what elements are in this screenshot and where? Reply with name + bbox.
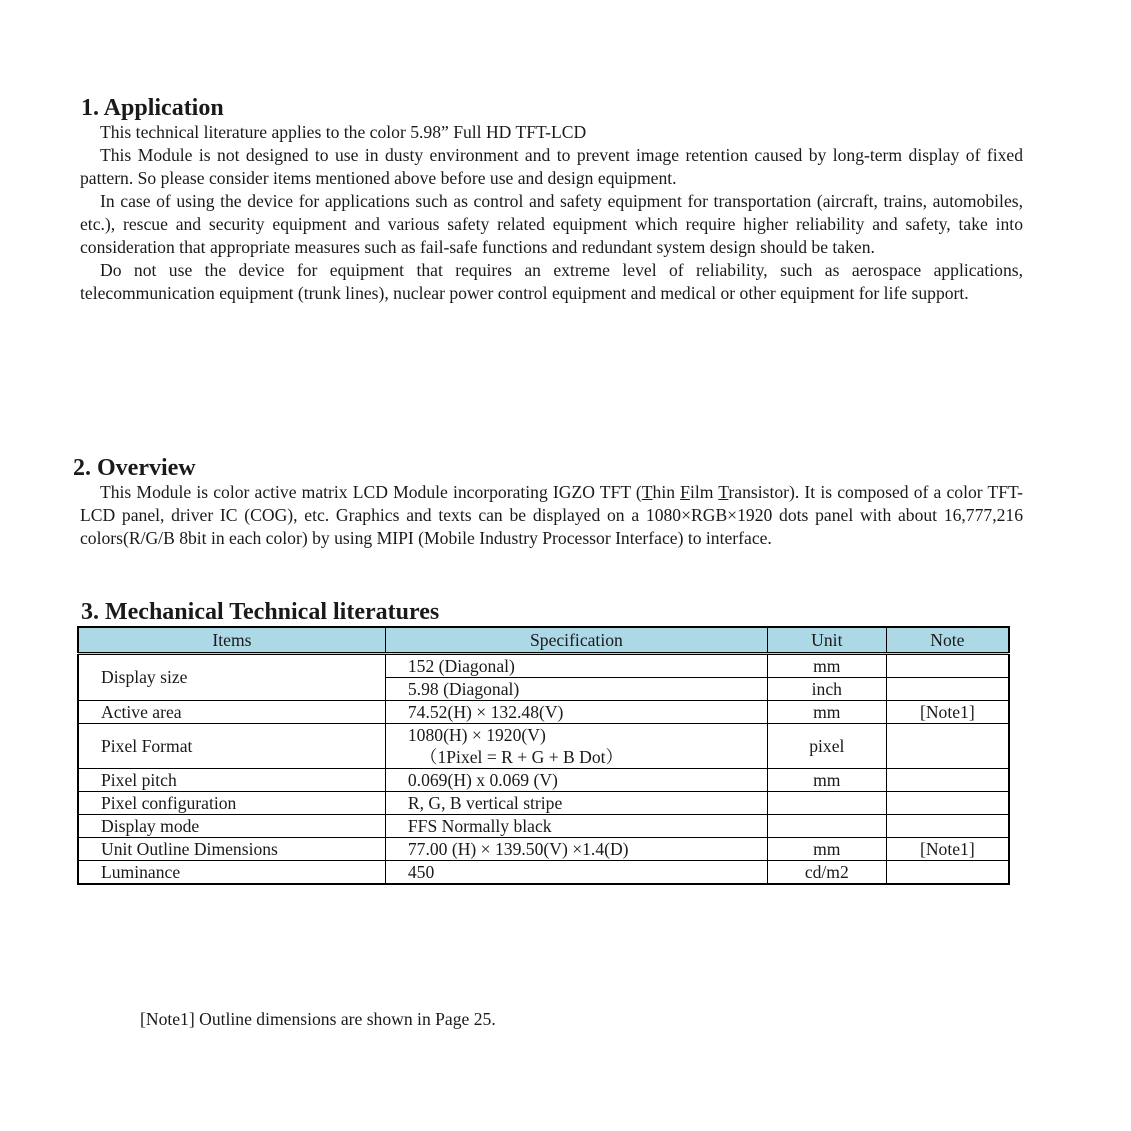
transistor-rest: ransistor (728, 482, 789, 502)
unit-luminance: cd/m2 (767, 861, 886, 885)
unit-display-mode (767, 815, 886, 838)
table-row (78, 654, 1009, 678)
item-display-mode: Display mode (78, 815, 385, 838)
header-specification: Specification (385, 627, 767, 654)
spec-display-mode: FFS Normally black (385, 815, 767, 838)
unit-display-size-mm: mm (767, 654, 886, 678)
thin-initial: T (641, 482, 653, 502)
item-unit-outline: Unit Outline Dimensions (78, 838, 385, 861)
application-paragraph-3: In case of using the device for applications such as control and safety equipment for transportation (aircraft, trains, automobiles, etc.), rescue and security equipment and various safety related equipment which require higher reliability and safety, take into consideration that appropriate measures such as fail-safe functions and redundant system design should be taken. (80, 191, 1023, 257)
table-header-row (78, 627, 1009, 654)
spec-pixel-format-line1: 1080(H) × 1920(V) (407, 725, 546, 745)
film-initial: F (680, 482, 690, 502)
spec-display-size-mm: 152 (Diagonal) (385, 654, 767, 678)
note-display-mode (886, 815, 1009, 838)
overview-text-start: This Module is color active matrix LCD Module incorporating IGZO TFT ( (100, 482, 642, 502)
footnote: [Note1] Outline dimensions are shown in Page 25. (140, 1009, 496, 1029)
section-2-heading: 2. Overview (73, 455, 196, 481)
application-section (80, 121, 1023, 305)
note-luminance (886, 861, 1009, 885)
thin-rest: hin (652, 482, 681, 502)
spec-pixel-format (385, 724, 767, 769)
item-active-area: Active area (78, 701, 385, 724)
unit-pixel-format: pixel (767, 724, 886, 769)
item-luminance: Luminance (78, 861, 385, 885)
spec-pixel-pitch: 0.069(H) x 0.069 (V) (385, 769, 767, 792)
unit-pixel-configuration (767, 792, 886, 815)
table-row (78, 769, 1009, 792)
spec-luminance: 450 (385, 861, 767, 885)
overview-text-end: ). It is composed of a color TFT-LCD panel, driver IC (COG), etc. Graphics and texts can be displayed on a 1080×RGB×1920 dots panel with about 16,777,216 colors(R/G/B 8bit in each color) by using MIPI (Mobile Industry Processor Interface) to interface. (80, 482, 1023, 548)
transistor-initial: T (718, 482, 729, 502)
unit-pixel-pitch: mm (767, 769, 886, 792)
header-items: Items (78, 627, 385, 654)
spec-pixel-configuration: R, G, B vertical stripe (385, 792, 767, 815)
note-pixel-configuration (886, 792, 1009, 815)
overview-section (80, 481, 1023, 550)
note-unit-outline: [Note1] (886, 838, 1009, 861)
note-display-size-mm (886, 654, 1009, 678)
mechanical-spec-table (77, 626, 1010, 885)
spec-active-area: 74.52(H) × 132.48(V) (385, 701, 767, 724)
note-pixel-pitch (886, 769, 1009, 792)
unit-display-size-inch: inch (767, 678, 886, 701)
table-row (78, 815, 1009, 838)
table-row (78, 861, 1009, 885)
item-pixel-pitch: Pixel pitch (78, 769, 385, 792)
application-paragraph-4: Do not use the device for equipment that requires an extreme level of reliability, such as aerospace applications, telecommunication equipment (trunk lines), nuclear power control equipment and medical or other equipment for life support. (80, 260, 1023, 303)
section-3-heading: 3. Mechanical Technical literatures (81, 599, 440, 625)
unit-active-area: mm (767, 701, 886, 724)
header-note: Note (886, 627, 1009, 654)
section-1-heading: 1. Application (81, 95, 224, 121)
note-display-size-inch (886, 678, 1009, 701)
application-paragraph-1: This technical literature applies to the color 5.98” Full HD TFT-LCD (100, 122, 587, 142)
application-paragraph-2: This Module is not designed to use in dusty environment and to prevent image retention caused by long-term display of fixed pattern. So please consider items mentioned above before use and design equipment. (80, 145, 1023, 188)
item-pixel-format: Pixel Format (78, 724, 385, 769)
note-active-area: [Note1] (886, 701, 1009, 724)
item-pixel-configuration: Pixel configuration (78, 792, 385, 815)
spec-pixel-format-line2: （1Pixel = R + G + B Dot） (419, 747, 624, 767)
spec-display-size-inch: 5.98 (Diagonal) (385, 678, 767, 701)
overview-paragraph (80, 481, 1023, 550)
spec-unit-outline: 77.00 (H) × 139.50(V) ×1.4(D) (385, 838, 767, 861)
unit-unit-outline: mm (767, 838, 886, 861)
table-row (78, 724, 1009, 769)
header-unit: Unit (767, 627, 886, 654)
table-row (78, 792, 1009, 815)
note-pixel-format (886, 724, 1009, 769)
table-row (78, 701, 1009, 724)
film-rest: ilm (689, 482, 719, 502)
table-row (78, 838, 1009, 861)
item-display-size: Display size (78, 654, 385, 701)
